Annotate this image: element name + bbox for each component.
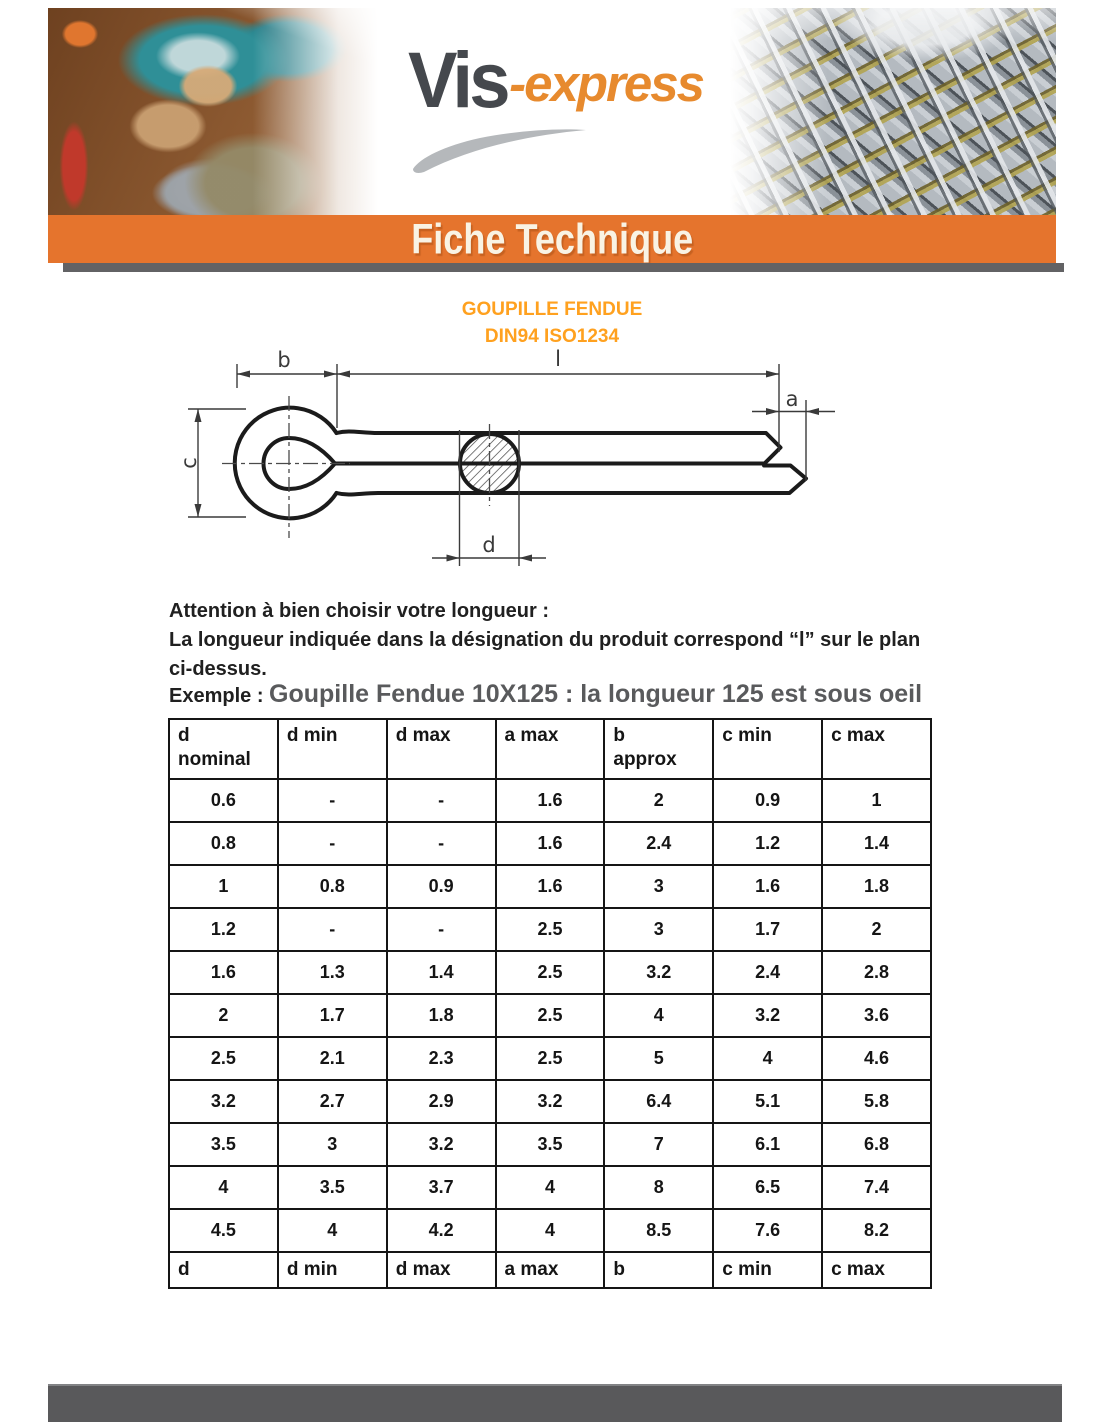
screws-photo — [730, 8, 1056, 215]
length-note — [169, 597, 969, 684]
banner — [48, 215, 1056, 263]
table-header — [169, 719, 931, 779]
table-cell: 5.8 — [822, 1080, 931, 1123]
table-cell: 2.5 — [496, 951, 605, 994]
table-row — [169, 865, 931, 908]
table-cell: 1.6 — [496, 822, 605, 865]
pin-outline — [235, 408, 806, 519]
table-cell: 1 — [169, 865, 278, 908]
logo-text-express: -express — [509, 55, 703, 112]
table-cell: 4 — [604, 994, 713, 1037]
table-cell: 5.1 — [713, 1080, 822, 1123]
table-footer — [169, 1252, 931, 1288]
example-prefix: Exemple : — [169, 685, 270, 707]
table-cell: - — [387, 822, 496, 865]
footer-bar — [48, 1384, 1062, 1422]
footer-cell-c-max: c max — [822, 1252, 931, 1288]
dimensions-table — [168, 718, 932, 1289]
table-cell: 2.3 — [387, 1037, 496, 1080]
col-header-d-max: d max — [387, 719, 496, 779]
table-cell: 2.5 — [496, 908, 605, 951]
dim-label-d: d — [482, 533, 496, 557]
table-cell: 1.6 — [496, 779, 605, 822]
table-cell: 2.5 — [496, 1037, 605, 1080]
footer-cell-c-min: c min — [713, 1252, 822, 1288]
table-cell: - — [387, 779, 496, 822]
table-cell: 1.3 — [278, 951, 387, 994]
table-cell: 3.2 — [169, 1080, 278, 1123]
table-cell: 2 — [604, 779, 713, 822]
table-cell: 3.5 — [169, 1123, 278, 1166]
example-text: Goupille Fendue 10X125 : la longueur 125 est sous oeil — [269, 680, 923, 708]
table-footer-row — [169, 1252, 931, 1288]
table-cell: - — [278, 822, 387, 865]
dim-label-b: b — [277, 348, 291, 372]
table-cell: 8 — [604, 1166, 713, 1209]
table-cell: 4.5 — [169, 1209, 278, 1252]
table-cell: 3.5 — [496, 1123, 605, 1166]
table-cell: - — [278, 908, 387, 951]
table-cell: 0.8 — [278, 865, 387, 908]
logo-swoosh-icon — [410, 126, 590, 174]
table-cell: 6.5 — [713, 1166, 822, 1209]
table-cell: - — [278, 779, 387, 822]
table-cell: 3.2 — [604, 951, 713, 994]
table-cell: 7 — [604, 1123, 713, 1166]
note-line-1: Attention à bien choisir votre longueur : — [169, 600, 550, 622]
table-cell: 7.6 — [713, 1209, 822, 1252]
banner-shadow-bar — [63, 263, 1064, 272]
table-cell: 2 — [169, 994, 278, 1037]
table-cell: 8.5 — [604, 1209, 713, 1252]
table-cell: 1.7 — [278, 994, 387, 1037]
table-cell: 2.5 — [169, 1037, 278, 1080]
table-cell: 1.2 — [713, 822, 822, 865]
table-cell: 4.6 — [822, 1037, 931, 1080]
footer-cell-a-max: a max — [496, 1252, 605, 1288]
table-cell: 1.6 — [496, 865, 605, 908]
table-cell: 1.4 — [387, 951, 496, 994]
title-line-2: DIN94 ISO1234 — [484, 326, 620, 347]
table-row — [169, 1037, 931, 1080]
col-header-c-max: c max — [822, 719, 931, 779]
dim-label-c: c — [177, 457, 201, 469]
table-row — [169, 779, 931, 822]
table-cell: 3.2 — [496, 1080, 605, 1123]
note-line-3: ci-dessus. — [169, 658, 267, 680]
table-cell: 7.4 — [822, 1166, 931, 1209]
table-cell: 1.2 — [169, 908, 278, 951]
table-cell: 4 — [496, 1209, 605, 1252]
table-cell: 4 — [713, 1037, 822, 1080]
table-cell: 3.6 — [822, 994, 931, 1037]
table-row — [169, 1166, 931, 1209]
table-cell: 3 — [604, 865, 713, 908]
col-header-c-min: c min — [713, 719, 822, 779]
title-line-1: GOUPILLE FENDUE — [461, 299, 643, 320]
table-cell: 1.6 — [169, 951, 278, 994]
table-cell: 3.5 — [278, 1166, 387, 1209]
table-row — [169, 1209, 931, 1252]
table-cell: 4 — [278, 1209, 387, 1252]
table-cell: 2.8 — [822, 951, 931, 994]
table-cell: 1.8 — [387, 994, 496, 1037]
table-cell: 0.6 — [169, 779, 278, 822]
table-cell: 3.7 — [387, 1166, 496, 1209]
dim-label-a: a — [785, 387, 799, 411]
table-cell: 2.5 — [496, 994, 605, 1037]
table-cell: 2.9 — [387, 1080, 496, 1123]
table-cell: 4 — [496, 1166, 605, 1209]
table-cell: 1.8 — [822, 865, 931, 908]
table-cell: 3.2 — [387, 1123, 496, 1166]
table-cell: 2.1 — [278, 1037, 387, 1080]
table-cell: 1.7 — [713, 908, 822, 951]
table-header-row — [169, 719, 931, 779]
dim-label-l: l — [555, 348, 561, 371]
table-cell: 2.4 — [604, 822, 713, 865]
table-cell: 3 — [604, 908, 713, 951]
workbench-photo — [48, 8, 378, 215]
table-cell: 6.4 — [604, 1080, 713, 1123]
table-cell: 1.4 — [822, 822, 931, 865]
col-header-d-nominal: d nominal — [169, 719, 278, 779]
footer-cell-b: b — [604, 1252, 713, 1288]
table-cell: 5 — [604, 1037, 713, 1080]
table-cell: 2.4 — [713, 951, 822, 994]
table-cell: 0.9 — [387, 865, 496, 908]
footer-cell-d: d — [169, 1252, 278, 1288]
banner-title: Fiche Technique — [410, 214, 693, 263]
example-line — [169, 680, 989, 709]
table-row — [169, 908, 931, 951]
table-row — [169, 822, 931, 865]
cotter-pin-drawing — [150, 348, 870, 586]
note-line-2: La longueur indiquée dans la désignation du produit correspond “l” sur le plan — [169, 629, 921, 651]
col-header-a-max: a max — [496, 719, 605, 779]
table-cell: 1.6 — [713, 865, 822, 908]
table-row — [169, 1123, 931, 1166]
document-title — [48, 296, 1056, 350]
table-cell: 4 — [169, 1166, 278, 1209]
table-cell: 4.2 — [387, 1209, 496, 1252]
table-cell: 6.1 — [713, 1123, 822, 1166]
table-body — [169, 779, 931, 1252]
logo-text-vis: Vis — [408, 35, 507, 124]
table-cell: 8.2 — [822, 1209, 931, 1252]
table-row — [169, 994, 931, 1037]
table-cell: - — [387, 908, 496, 951]
table-cell: 0.9 — [713, 779, 822, 822]
table-cell: 2 — [822, 908, 931, 951]
table-cell: 6.8 — [822, 1123, 931, 1166]
table-row — [169, 1080, 931, 1123]
footer-cell-d-max: d max — [387, 1252, 496, 1288]
table-cell: 3.2 — [713, 994, 822, 1037]
col-header-d-min: d min — [278, 719, 387, 779]
footer-cell-d-min: d min — [278, 1252, 387, 1288]
table-cell: 3 — [278, 1123, 387, 1166]
col-header-b-approx: b approx — [604, 719, 713, 779]
table-cell: 1 — [822, 779, 931, 822]
table-cell: 0.8 — [169, 822, 278, 865]
table-row — [169, 951, 931, 994]
table-cell: 2.7 — [278, 1080, 387, 1123]
